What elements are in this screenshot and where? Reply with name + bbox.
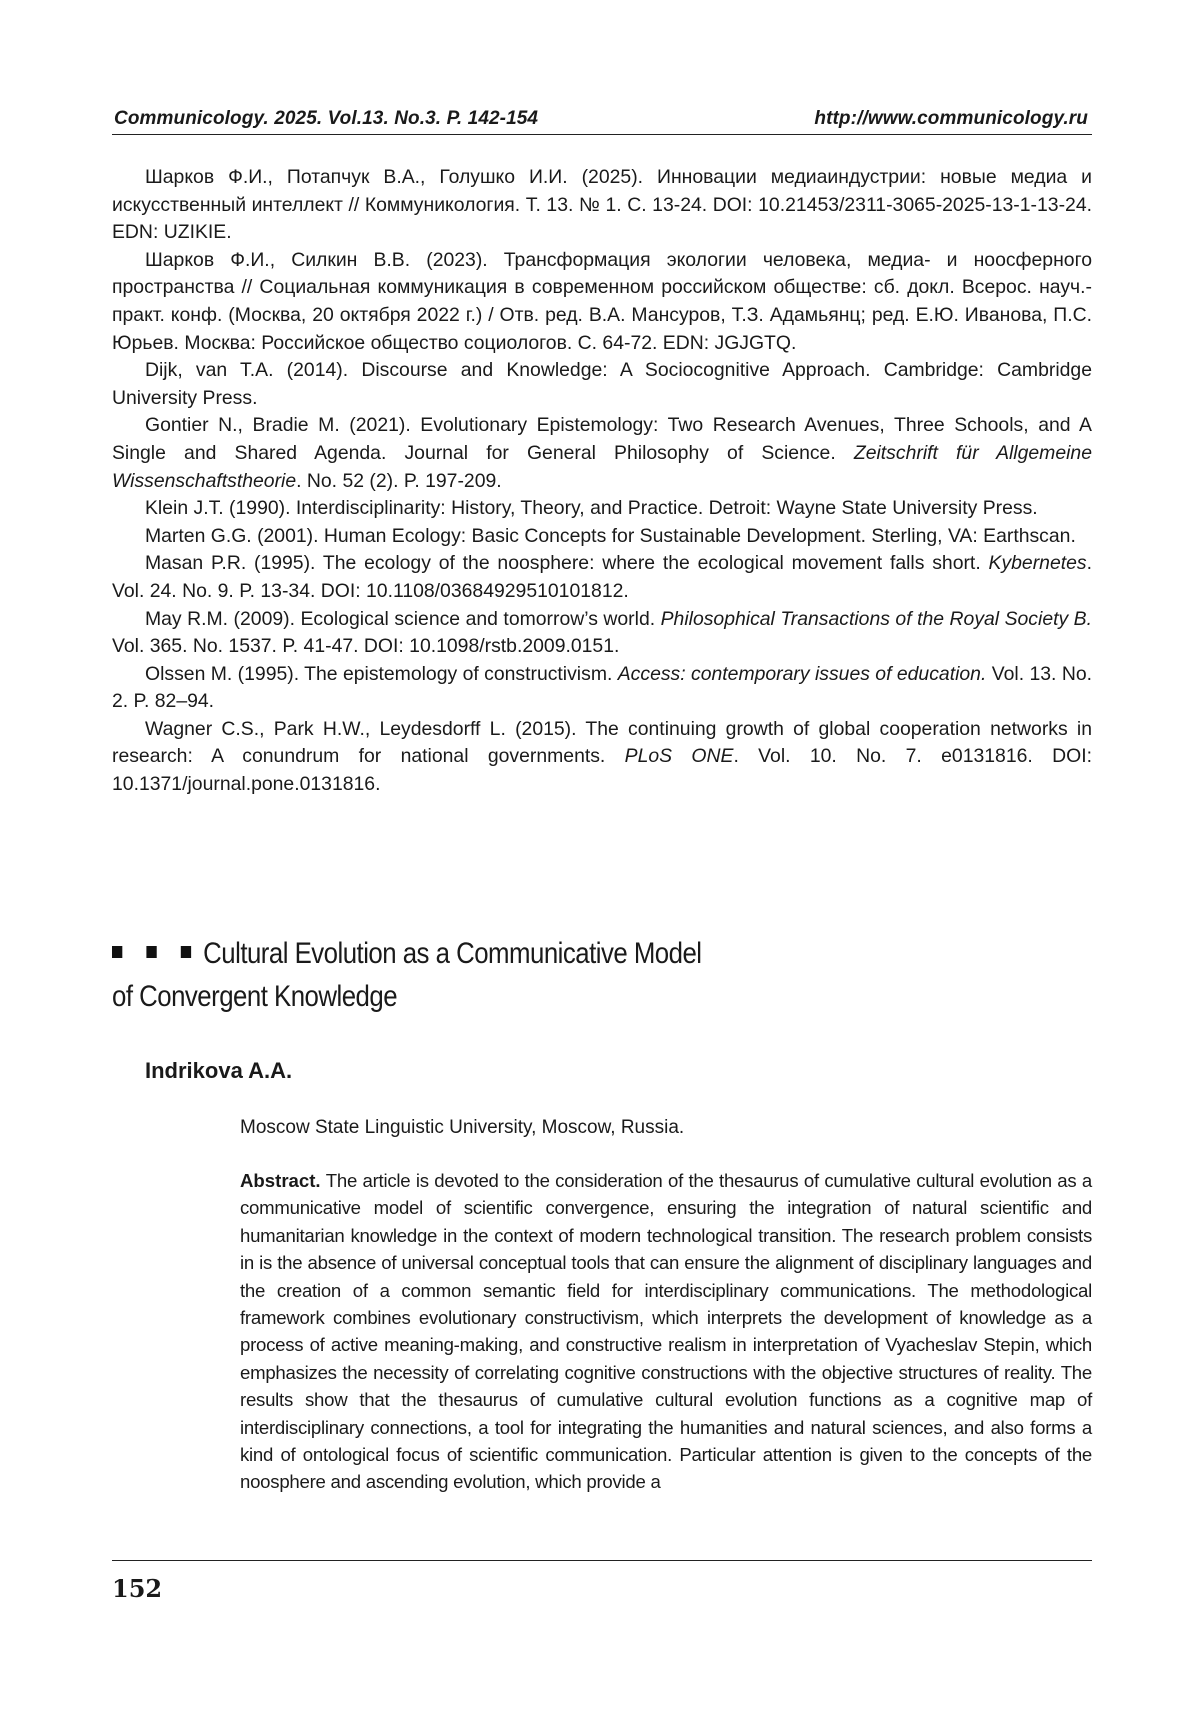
reference-list bbox=[112, 164, 1092, 799]
author-affiliation: Moscow State Linguistic University, Moscow, Russia. bbox=[240, 1117, 685, 1138]
reference-item: Gontier N., Bradie M. (2021). Evolutionary Epistemology: Two Research Avenues, Three Schools, and A Single and Shared Agenda. Journal for General Philosophy of Science. Zeitschrift für Allgemeine Wissenschaftstheorie. No. 52 (2). P. 197-209. bbox=[112, 414, 1092, 492]
reference-item: Шарков Ф.И., Силкин В.В. (2023). Трансформация экологии человека, медиа- и ноосферного пространства // Социальная коммуникация в современном российском обществе: сб. докл. Всерос. науч.-практ. конф. (Москва, 20 октября 2022 г.) / Отв. ред. В.А. Мансуров, Т.З. Адамьянц; ред. Е.Ю. Иванова, П.С. Юрьев. Москва: Российское общество социологов. С. 64-72. EDN: JGJGTQ. bbox=[112, 248, 1092, 354]
footer-divider bbox=[112, 1560, 1092, 1561]
square-bullet-icon bbox=[181, 946, 191, 958]
reference-item: May R.M. (2009). Ecological science and tomorrow’s world. Philosophical Transactions of the Royal Society B. Vol. 365. No. 1537. P. 41-47. DOI: 10.1098/rstb.2009.0151. bbox=[112, 607, 1092, 658]
journal-url: http://www.communicology.ru bbox=[814, 108, 1088, 129]
abstract bbox=[240, 1167, 1092, 1496]
reference-item: Klein J.T. (1990). Interdisciplinarity: History, Theory, and Practice. Detroit: Wayne State University Press. bbox=[145, 497, 1038, 520]
running-header bbox=[112, 106, 1092, 135]
abstract-label: Abstract. bbox=[240, 1170, 321, 1191]
reference-item: Wagner C.S., Park H.W., Leydesdorff L. (2015). The continuing growth of global cooperation networks in research: A conundrum for national governments. PLoS ONE. Vol. 10. No. 7. e0131816. DOI: 10.1371/journal.pone.0131816. bbox=[112, 717, 1092, 796]
reference-item: Olssen M. (1995). The epistemology of constructivism. Access: contemporary issues of education. Vol. 13. No. 2. P. 82–94. bbox=[112, 662, 1092, 713]
page-number: 152 bbox=[112, 1574, 163, 1603]
article-title bbox=[112, 932, 955, 1018]
square-bullet-icon bbox=[146, 946, 156, 958]
reference-item: Marten G.G. (2001). Human Ecology: Basic Concepts for Sustainable Development. Sterling, VA: Earthscan. bbox=[145, 524, 1076, 547]
title-line-2: of Convergent Knowledge bbox=[112, 980, 398, 1013]
square-bullet-icon bbox=[112, 946, 122, 958]
title-line-1: Cultural Evolution as a Communicative Model bbox=[203, 937, 702, 970]
reference-item: Masan P.R. (1995). The ecology of the noosphere: where the ecological movement falls short. Kybernetes. Vol. 24. No. 9. P. 13-34. DOI: 10.1108/03684929510101812. bbox=[112, 552, 1092, 602]
title-bullets bbox=[112, 932, 191, 975]
abstract-text: The article is devoted to the consideration of the thesaurus of cumulative cultural evolution as a communicative model of scientific convergence, ensuring the integration of natural scientific and humanitarian knowledge in the context of modern technological transition. The research problem consists in is the absence of universal conceptual tools that can ensure the alignment of disciplinary languages and the creation of a common semantic field for interdisciplinary communications. The methodological framework combines evolutionary constructivism, which interprets the development of knowledge as a process of active meaning-making, and constructive realism in interpretation of Vyacheslav Stepin, which emphasizes the necessity of correlating cognitive constructions with the objective structures of reality. The results show that the thesaurus of cumulative cultural evolution functions as a cognitive map of interdisciplinary connections, a tool for integrating the humanities and natural sciences, and also forms a kind of ontological focus of scientific communication. Particular attention is given to the concepts of the noosphere and ascending evolution, which provide a bbox=[240, 1170, 1092, 1493]
author-name: Indrikova A.A. bbox=[145, 1058, 293, 1083]
reference-item: Шарков Ф.И., Потапчук В.А., Голушко И.И. (2025). Инновации медиаиндустрии: новые медиа и искусственный интеллект // Коммуникология. Т. 13. № 1. С. 13-24. DOI: 10.21453/2311-3065-2025-13-1-13-24. EDN: UZIKIE. bbox=[112, 166, 1092, 244]
reference-item: Dijk, van T.A. (2014). Discourse and Knowledge: A Sociocognitive Approach. Cambridge: Cambridge University Press. bbox=[112, 359, 1092, 409]
journal-citation: Communicology. 2025. Vol.13. No.3. P. 142-154 bbox=[114, 108, 539, 129]
